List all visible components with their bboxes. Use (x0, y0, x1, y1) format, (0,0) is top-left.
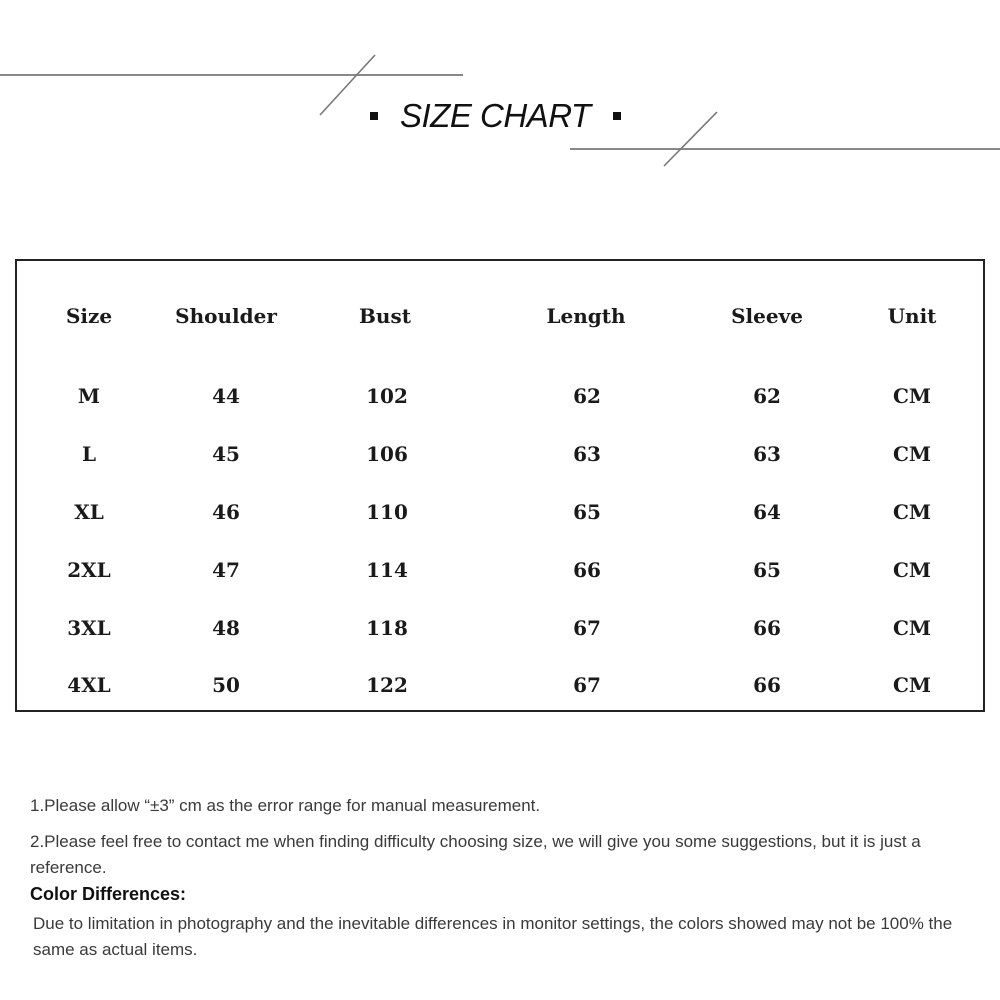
table-cell: 62 (753, 384, 781, 408)
table-cell: 66 (753, 673, 781, 697)
note-measurement-error: 1.Please allow “±3” cm as the error range for manual measurement. (30, 796, 541, 815)
table-cell: L (81, 442, 97, 466)
table-cell: CM (892, 442, 932, 466)
note-contact: 2.Please feel free to contact me when finding difficulty choosing size, we will give you some suggestions, but it is just a reference. (30, 832, 921, 877)
table-cell: 45 (212, 442, 240, 466)
table-cell: M (77, 384, 101, 408)
header-unit: Unit (887, 304, 937, 328)
header-sleeve: Sleeve (731, 304, 803, 328)
title-text: SIZE CHART (400, 97, 591, 134)
table-cell: 118 (366, 616, 408, 640)
table-cell: CM (892, 616, 932, 640)
table-cell: 64 (753, 500, 781, 524)
table-cell: 106 (366, 442, 408, 466)
header-length: Length (546, 304, 626, 328)
table-cell: 63 (753, 442, 781, 466)
table-cell: XL (74, 500, 104, 524)
decor-slash-left (320, 55, 375, 115)
table-cell: CM (892, 673, 932, 697)
color-differences-text: Due to limitation in photography and the inevitable differences in monitor settings, the colors showed may not be 100% the same as actual items. (33, 914, 953, 959)
table-cell: 4XL (67, 673, 111, 697)
table-cell: CM (892, 558, 932, 582)
table-cell: 63 (573, 442, 601, 466)
table-cell: 3XL (67, 616, 111, 640)
table-cell: 50 (212, 673, 240, 697)
table-cell: 66 (753, 616, 781, 640)
header-shoulder: Shoulder (175, 304, 277, 328)
table-cell: CM (892, 384, 932, 408)
table-cell: 65 (573, 500, 601, 524)
color-differences-heading: Color Differences: (30, 884, 187, 904)
table-cell: 114 (366, 558, 408, 582)
table-cell: 122 (366, 673, 408, 697)
table-cell: 65 (753, 558, 781, 582)
header-size: Size (65, 304, 113, 328)
table-cell: 102 (366, 384, 408, 408)
table-cell: 2XL (67, 558, 111, 582)
table-cell: 67 (573, 673, 601, 697)
table-cell: CM (892, 500, 932, 524)
table-cell: 67 (573, 616, 601, 640)
table-cell: 44 (212, 384, 240, 408)
table-cell: 46 (212, 500, 240, 524)
table-cell: 66 (573, 558, 601, 582)
square-bullet-icon (370, 112, 378, 120)
table-cell: 110 (366, 500, 408, 524)
square-bullet-icon (613, 112, 621, 120)
table-cell: 48 (212, 616, 240, 640)
table-cell: 62 (573, 384, 601, 408)
size-chart-title (370, 92, 670, 140)
table-cell: 47 (212, 558, 240, 582)
decor-slash-right (664, 112, 717, 166)
size-table (15, 259, 985, 712)
header-bust: Bust (359, 304, 411, 328)
